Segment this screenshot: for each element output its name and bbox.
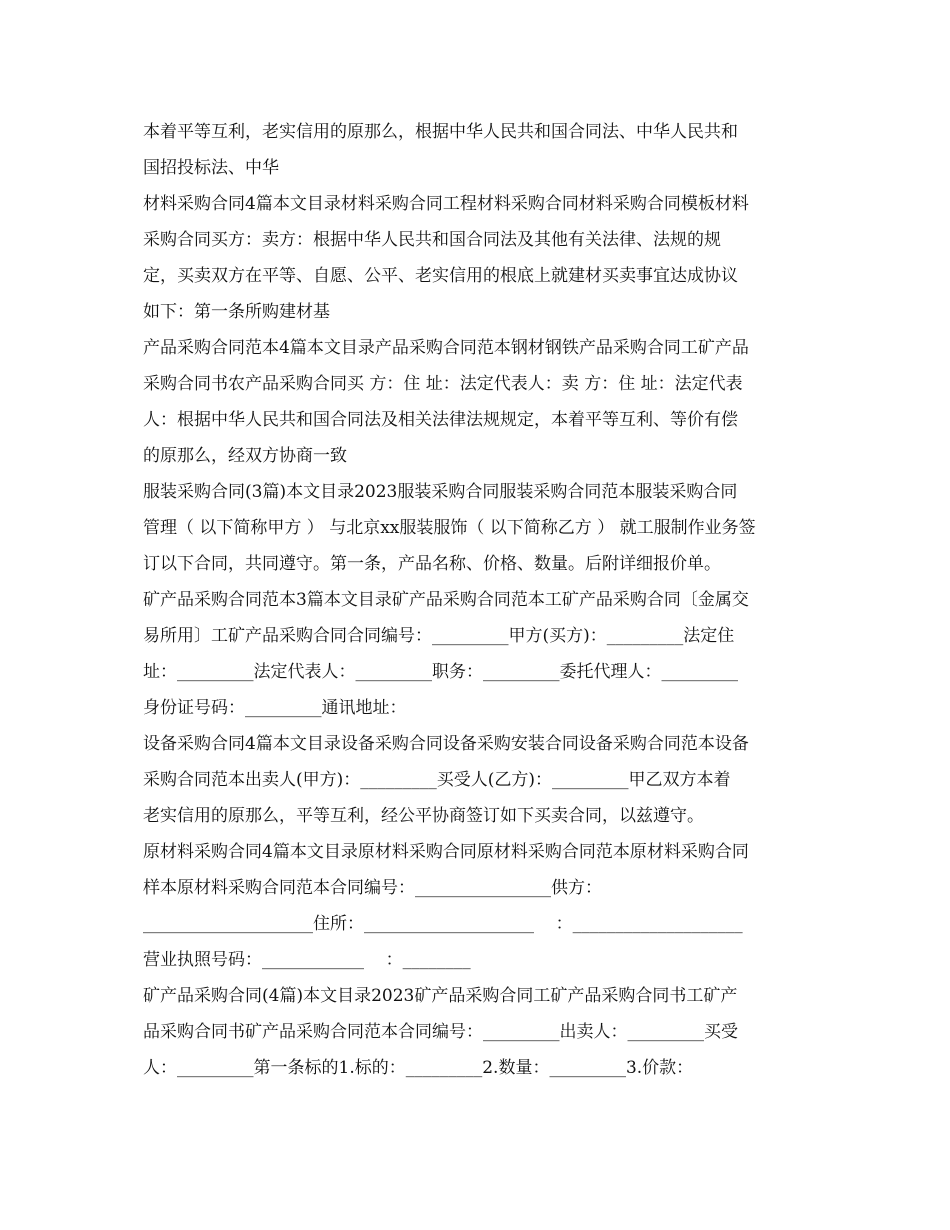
text-line: 材料采购合同4篇本文目录材料采购合同工程材料采购合同材料采购合同模板材料 [143,194,749,214]
text-line: 采购合同范本出卖人(甲方)：_________买受人(乙方)：_________甲乙双方本着 [143,770,731,790]
text-line: 产品采购合同范本4篇本文目录产品采购合同范本钢材钢铁产品采购合同工矿产品 [143,338,749,358]
text-line: 采购合同买方：卖方：根据中华人民共和国合同法及其他有关法律、法规的规 [143,230,721,250]
text-line: ____________________住所：____________________ ：____________________ [143,914,743,934]
text-line: 身份证号码：_________通讯地址： [143,698,407,718]
text-line: 设备采购合同4篇本文目录设备采购合同设备采购安装合同设备采购合同范本设备 [143,734,749,754]
text-line: 如下：第一条所购建材基 [143,302,330,322]
text-line: 的原那么，经双方协商一致 [143,446,347,466]
text-line: 址：_________法定代表人：_________职务：_________委托代理人：_________ [143,662,738,682]
text-line: 本着平等互利，老实信用的原那么，根据中华人民共和国合同法、中华人民共和 [143,122,738,142]
document-body [143,114,823,1086]
text-line: 定，买卖双方在平等、自愿、公平、老实信用的根底上就建材买卖事宜达成协议 [143,266,738,286]
text-line: 订以下合同，共同遵守。第一条，产品名称、价格、数量。后附详细报价单。 [143,554,721,574]
text-line: 原材料采购合同4篇本文目录原材料采购合同原材料采购合同范本原材料采购合同 [143,842,749,862]
text-line: 品采购合同书矿产品采购合同范本合同编号：_________出卖人：_________买受 [143,1022,738,1042]
text-line: 人：_________第一条标的1.标的：_________2.数量：_________3.价款： [143,1058,694,1078]
text-line: 管理（ 以下简称甲方 ） 与北京xx服装服饰（ 以下简称乙方 ） 就工服制作业务签 [143,518,756,538]
text-line: 人：根据中华人民共和国合同法及相关法律法规规定，本着平等互利、等价有偿 [143,410,738,430]
text-line: 服装采购合同(3篇)本文目录2023服装采购合同服装采购合同范本服装采购合同 [143,482,738,502]
text-line: 老实信用的原那么，平等互利，经公平协商签订如下买卖合同，以兹遵守。 [143,806,704,826]
text-line: 采购合同书农产品采购合同买 方：住 址：法定代表人：卖 方：住 址：法定代表 [143,374,743,394]
text-line: 易所用〕工矿产品采购合同合同编号：_________甲方(买方)：_________法定住 [143,626,735,646]
text-line: 营业执照号码：____________ ：________ [143,950,471,970]
text-line: 矿产品采购合同范本3篇本文目录矿产品采购合同范本工矿产品采购合同〔金属交 [143,590,749,610]
text-line: 国招投标法、中华 [143,158,279,178]
text-line: 样本原材料采购合同范本合同编号：________________供方： [143,878,602,898]
text-line: 矿产品采购合同(4篇)本文目录2023矿产品采购合同工矿产品采购合同书工矿产 [143,986,738,1006]
